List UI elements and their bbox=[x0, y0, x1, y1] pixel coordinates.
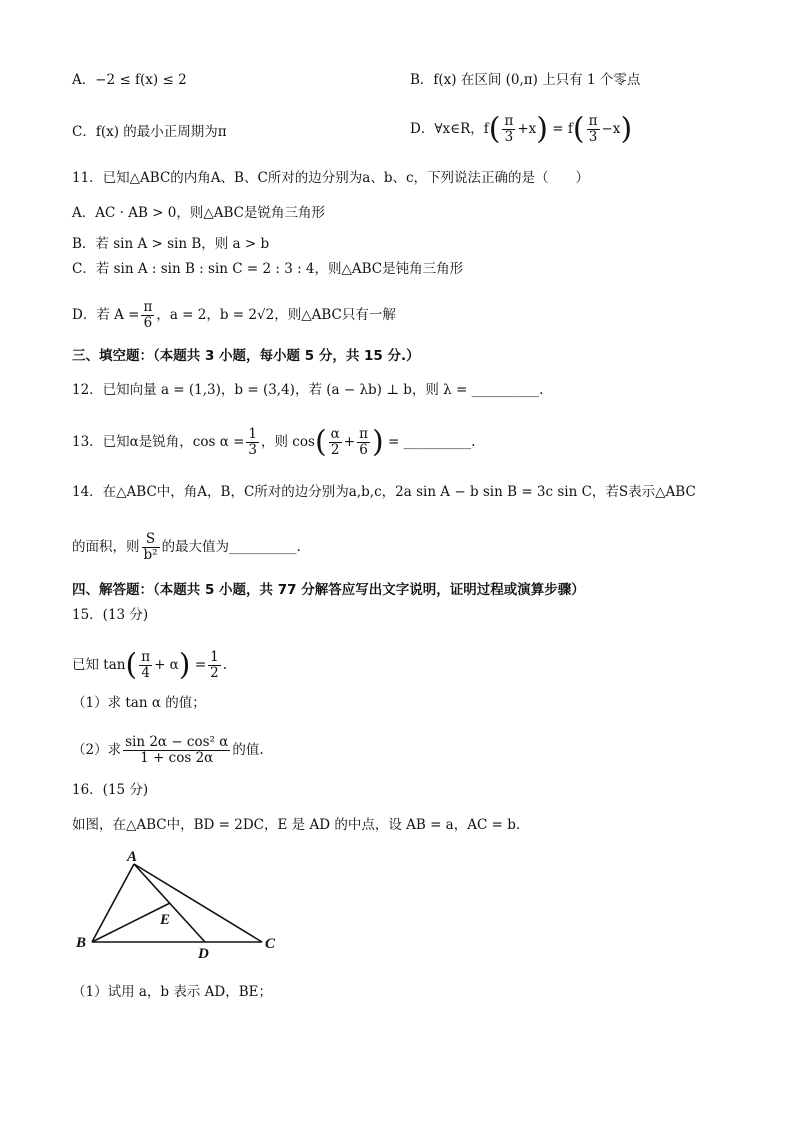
q14-frac-den: b² bbox=[143, 547, 158, 563]
q10-d-frac1 bbox=[502, 114, 515, 145]
q10-option-d: D．∀x∈R，f( $\frac{\pi}{3}$ +x) = f( $\frac{\pi}{3}$ −x) bbox=[410, 111, 633, 147]
q10-d-frac1-den: 3 bbox=[504, 129, 514, 145]
q13-text: 13．已知α是锐角，cos α = $\frac{1}{3}$ ，则 cos( $\frac{\alpha}{2}$ + $\frac{\pi}{6}$ ) = __________. bbox=[72, 424, 476, 460]
q15-part2-prefix: （2）求 bbox=[72, 742, 122, 758]
q11-stem: 11．已知△ABC的内角A、B、C所对的边分别为a、b、c，下列说法正确的是（ ） bbox=[72, 170, 590, 186]
q15-frac-pi bbox=[139, 650, 152, 681]
q11-d-frac bbox=[141, 300, 154, 331]
q13-plus: + bbox=[343, 434, 356, 450]
label-e: E bbox=[160, 912, 171, 928]
q13-frac-alpha-num: α bbox=[330, 426, 340, 442]
label-d: D bbox=[198, 946, 209, 958]
q11-option-c: C．若 sin A : sin B : sin C = 2 : 3 : 4，则△ABC是钝角三角形 bbox=[72, 261, 464, 277]
q11-d-post: ，a = 2，b = 2√2，则△ABC只有一解 bbox=[156, 307, 396, 323]
q14-line2-prefix: 的面积，则 bbox=[72, 539, 140, 555]
section-4-title: 四、解答题：（本题共 5 小题，共 77 分解答应写出文字说明，证明过程或演算步骤） bbox=[72, 582, 585, 598]
triangle-figure bbox=[72, 848, 282, 958]
section-3-title: 三、填空题：（本题共 3 小题，每小题 5 分，共 15 分.） bbox=[72, 348, 420, 364]
q10-d-frac1-num: π bbox=[504, 113, 514, 129]
q14-frac-num: S bbox=[142, 532, 160, 548]
q15-frac-half-den: 2 bbox=[210, 665, 219, 681]
q13-frac-pi bbox=[357, 427, 370, 458]
label-b: B bbox=[76, 935, 87, 951]
q15-frac-pi-den: 4 bbox=[141, 665, 150, 681]
q10-d-eq: = f bbox=[552, 121, 573, 137]
q15-plus-alpha: + α bbox=[154, 657, 179, 673]
q11-option-a: A．AC · AB > 0，则△ABC是锐角三角形 bbox=[72, 205, 325, 221]
q10-d-frac2-num: π bbox=[588, 113, 598, 129]
edge-ac bbox=[134, 864, 262, 942]
q15-part2-post: 的值. bbox=[232, 742, 264, 758]
segment-be bbox=[92, 903, 170, 942]
q15-part1: （1）求 tan α 的值； bbox=[72, 695, 206, 711]
q10-option-c: C．f(x) 的最小正周期为π bbox=[72, 124, 227, 140]
q13-frac-alpha bbox=[329, 427, 342, 458]
label-c: C bbox=[265, 936, 276, 952]
q15-part2 bbox=[72, 735, 264, 766]
q13-frac-cos-den: 3 bbox=[248, 442, 258, 458]
q11-option-b: B．若 sin A > sin B，则 a > b bbox=[72, 236, 270, 252]
q11-d-frac-num: π bbox=[143, 299, 153, 315]
q14-frac bbox=[142, 532, 160, 563]
q12-text: 12．已知向量 a = (1,3)，b = (3,4)，若 (a − λb) ⊥ b，则 λ = __________. bbox=[72, 382, 544, 398]
q13-frac-alpha-den: 2 bbox=[330, 442, 340, 458]
q10-d-frac2 bbox=[587, 114, 600, 145]
q16-head: 16．(15 分) bbox=[72, 782, 149, 798]
q15-part2-frac bbox=[123, 735, 230, 766]
q16-part1: （1）试用 a，b 表示 AD，BE； bbox=[72, 984, 273, 1000]
q10-option-b: B．f(x) 在区间 (0,π) 上只有 1 个零点 bbox=[410, 72, 641, 88]
edge-ab bbox=[92, 864, 134, 942]
q13-prefix: 13．已知α是锐角，cos α = bbox=[72, 434, 245, 450]
q14-line2-post: 的最大值为__________. bbox=[161, 539, 301, 555]
q15-frac-half bbox=[208, 650, 221, 681]
q10-d-end: −x bbox=[601, 121, 621, 137]
q14-line2 bbox=[72, 532, 301, 563]
q16-stem: 如图，在△ABC中，BD = 2DC，E 是 AD 的中点，设 AB = a，AC = b. bbox=[72, 817, 521, 833]
q15-dot: . bbox=[222, 657, 228, 673]
q13-frac-cos-num: 1 bbox=[248, 426, 258, 442]
q15-frac-half-num: 1 bbox=[210, 649, 219, 665]
q15-frac-pi-num: π bbox=[141, 649, 151, 665]
q15-eq: = bbox=[194, 657, 207, 673]
q13-frac-pi-num: π bbox=[359, 426, 368, 442]
q10-d-mid: +x bbox=[517, 121, 537, 137]
q10-option-a: A．−2 ≤ f(x) ≤ 2 bbox=[72, 72, 187, 88]
q10-d-frac2-den: 3 bbox=[588, 129, 598, 145]
q14-line1: 14．在△ABC中，角A，B，C所对的边分别为a,b,c，2a sin A − b sin B = 3c sin C，若S表示△ABC bbox=[72, 484, 696, 500]
q15-part2-frac-den: 1 + cos 2α bbox=[140, 750, 214, 766]
q15-part2-frac-num: sin 2α − cos² α bbox=[125, 734, 229, 750]
q13-end: = __________. bbox=[387, 434, 476, 450]
q13-frac-pi-den: 6 bbox=[359, 442, 368, 458]
label-a: A bbox=[127, 849, 138, 865]
q13-mid: ，则 cos bbox=[261, 434, 315, 450]
q13-frac-cos bbox=[246, 427, 259, 458]
q10-d-prefix: D．∀x∈R，f bbox=[410, 121, 489, 137]
q11-option-d bbox=[72, 300, 396, 331]
q15-head: 15．(13 分) bbox=[72, 607, 149, 623]
q11-d-frac-den: 6 bbox=[143, 315, 153, 331]
q15-stem: 已知 tan( $\frac{\pi}{4}$ + α) = $\frac{1}{2}$ . bbox=[72, 647, 228, 683]
q15-stem-prefix: 已知 tan bbox=[72, 657, 126, 673]
q11-d-prefix: D．若 A = bbox=[72, 307, 140, 323]
